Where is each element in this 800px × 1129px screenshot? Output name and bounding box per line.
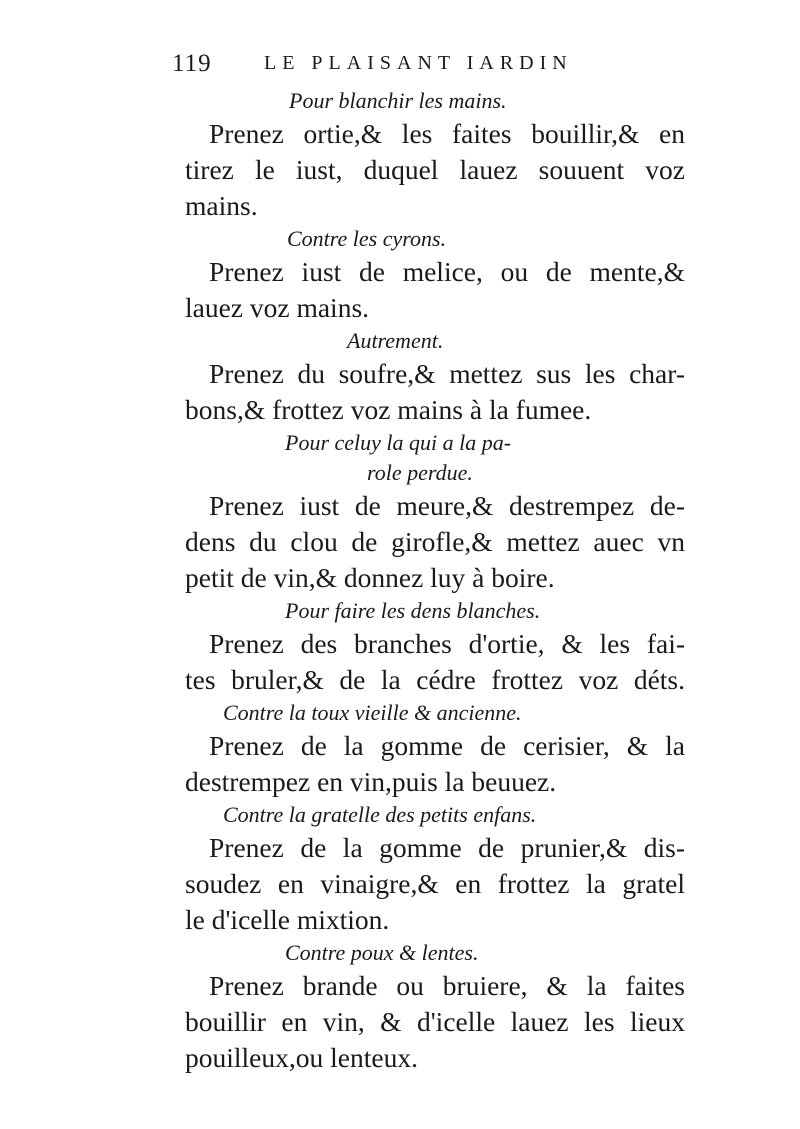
section-heading: Contre la toux vieille & ancienne. <box>223 700 522 725</box>
text-line: bons,& frottez voz mains à la fumee. <box>185 394 592 425</box>
text-line: bouillir en vin, & d'icelle lauez les lieux <box>185 1006 685 1037</box>
text-line: mains. <box>185 190 258 221</box>
text-line: pouilleux,ou lenteux. <box>185 1042 418 1073</box>
text-line: Prenez de la gomme de cerisier, & la <box>209 730 685 761</box>
section-heading: Pour faire les dens blanches. <box>285 598 541 623</box>
text-line: soudez en vinaigre,& en frottez la gratel <box>185 868 685 899</box>
text-line: tes bruler,& de la cédre frottez voz déts. <box>185 664 685 695</box>
section-heading: Pour celuy la qui a la pa- <box>285 430 512 455</box>
section-heading: Pour blanchir les mains. <box>289 88 507 113</box>
text-line: Prenez brande ou bruiere, & la faites <box>209 970 685 1001</box>
running-title: LE PLAISANT IARDIN <box>264 52 573 74</box>
section-heading: Contre la gratelle des petits enfans. <box>223 802 537 827</box>
text-line: lauez voz mains. <box>185 292 370 323</box>
page-number: 119 <box>172 50 212 77</box>
section-heading: Autrement. <box>347 328 444 353</box>
text-line: Prenez du soufre,& mettez sus les char- <box>209 358 685 389</box>
running-head <box>172 50 642 82</box>
text-line: le d'icelle mixtion. <box>185 904 390 935</box>
text-line: petit de vin,& donnez luy à boire. <box>185 562 555 593</box>
text-line: dens du clou de girofle,& mettez auec vn <box>185 526 685 557</box>
section-heading: Contre les cyrons. <box>287 226 447 251</box>
text-line: Prenez iust de meure,& destrempez de- <box>209 490 685 521</box>
text-line: destrempez en vin,puis la beuuez. <box>185 766 557 797</box>
text-line: Prenez iust de melice, ou de mente,& <box>209 256 685 287</box>
text-line: Prenez ortie,& les faites bouillir,& en <box>209 118 685 149</box>
section-heading: role perdue. <box>367 460 473 485</box>
text-line: tirez le iust, duquel lauez souuent voz <box>185 154 685 185</box>
section-heading: Contre poux & lentes. <box>285 940 479 965</box>
text-line: Prenez de la gomme de prunier,& dis- <box>209 832 685 863</box>
text-block <box>185 86 685 1076</box>
text-line: Prenez des branches d'ortie, & les fai- <box>209 628 685 659</box>
